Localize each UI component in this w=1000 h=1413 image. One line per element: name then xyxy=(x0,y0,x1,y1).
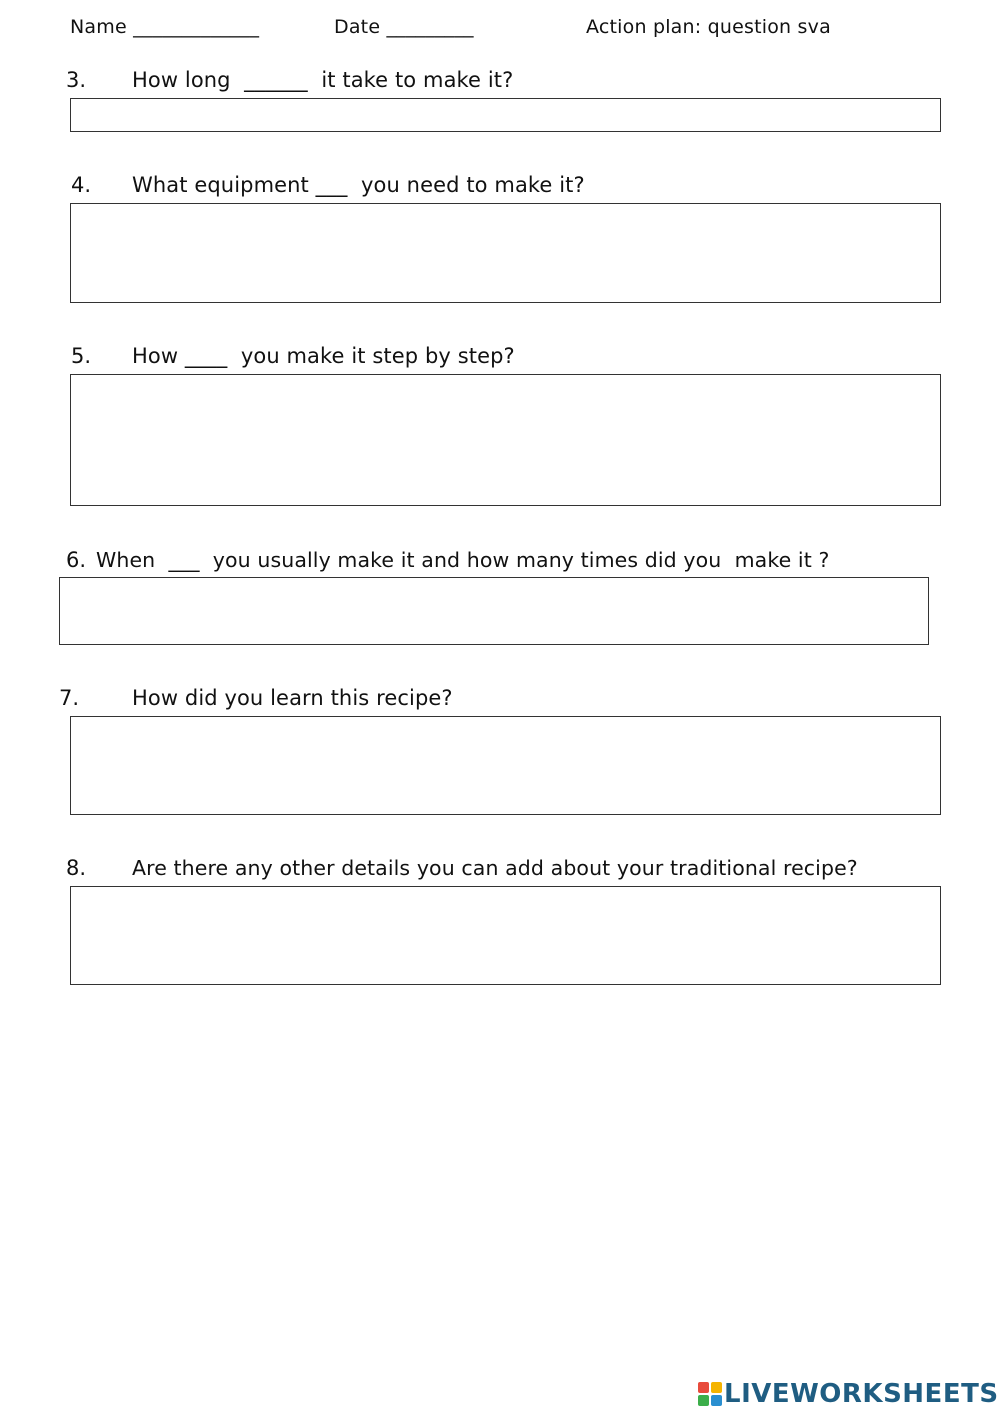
question-8-number: 8. xyxy=(66,856,87,880)
question-4-text: What equipment ___ you need to make it? xyxy=(132,173,585,197)
name-label: Name _____________ xyxy=(70,16,260,38)
question-3-number: 3. xyxy=(66,68,87,92)
question-5-number: 5. xyxy=(71,344,92,368)
answer-box-4[interactable] xyxy=(70,203,941,303)
logo-square-green xyxy=(698,1395,709,1406)
date-label: Date _________ xyxy=(334,16,474,38)
answer-box-7[interactable] xyxy=(70,716,941,815)
logo-square-blue xyxy=(711,1395,722,1406)
answer-box-8[interactable] xyxy=(70,886,941,985)
question-8-text: Are there any other details you can add about your traditional recipe? xyxy=(132,856,858,880)
answer-box-6[interactable] xyxy=(59,577,929,645)
question-7-text: How did you learn this recipe? xyxy=(132,686,453,710)
question-5-text: How ____ you make it step by step? xyxy=(132,344,515,368)
question-4-number: 4. xyxy=(71,173,92,197)
logo-square-red xyxy=(698,1382,709,1393)
question-6-number: 6. xyxy=(66,548,87,572)
question-6-text: When ___ you usually make it and how many times did you make it ? xyxy=(96,548,830,572)
question-3-text: How long ______ it take to make it? xyxy=(132,68,514,92)
liveworksheets-logo-icon xyxy=(698,1382,722,1406)
logo-square-yellow xyxy=(711,1382,722,1393)
watermark-text: LIVEWORKSHEETS xyxy=(724,1379,999,1409)
answer-box-3[interactable] xyxy=(70,98,941,132)
liveworksheets-watermark xyxy=(698,1376,999,1412)
answer-box-5[interactable] xyxy=(70,374,941,506)
worksheet-title: Action plan: question sva xyxy=(586,16,831,38)
question-7-number: 7. xyxy=(59,686,80,710)
